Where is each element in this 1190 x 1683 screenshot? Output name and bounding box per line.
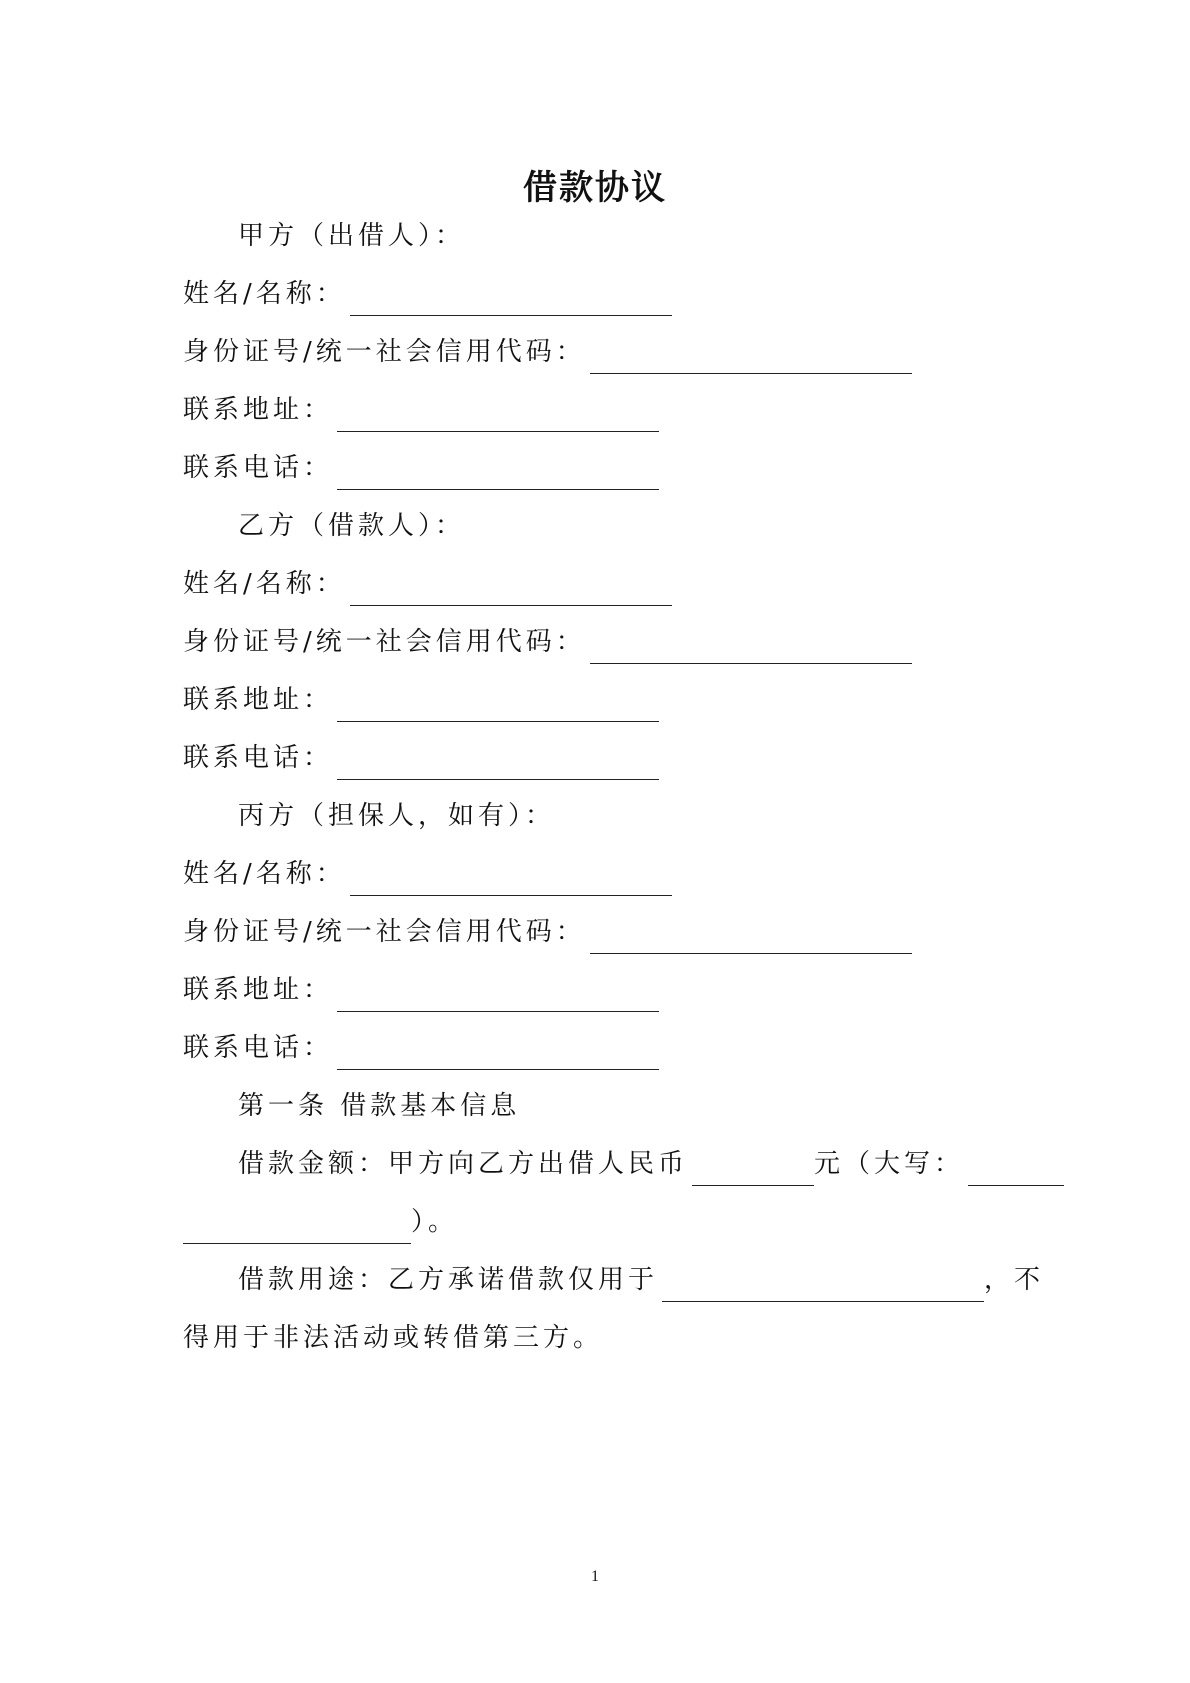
party-a-phone-field[interactable] [337,455,659,490]
party-a-phone-label: 联系电话： [183,453,334,483]
party-b-id-field[interactable] [590,629,912,664]
party-b-address-field[interactable] [337,687,659,722]
party-a-heading: 甲方（出借人）： [238,221,466,251]
party-a-name-row [183,272,672,316]
party-c-address-row [183,968,659,1012]
party-b-id-row [183,620,912,664]
party-b-phone-field[interactable] [337,745,659,780]
loan-purpose-field[interactable] [662,1267,984,1302]
document-title: 借款协议 [523,168,667,208]
party-c-name-label: 姓名/名称： [183,859,346,889]
party-b-heading: 乙方（借款人）： [238,511,466,541]
loan-purpose-prefix: 借款用途：乙方承诺借款仅用于 [238,1265,659,1295]
loan-amount-uppercase-field-cont[interactable] [183,1209,411,1244]
party-a-name-field[interactable] [350,281,672,316]
party-a-id-row [183,330,912,374]
party-c-id-label: 身份证号/统一社会信用代码： [183,917,586,947]
party-a-id-label: 身份证号/统一社会信用代码： [183,337,586,367]
party-c-name-field[interactable] [350,861,672,896]
loan-amount-prefix: 借款金额：甲方向乙方出借人民币 [238,1149,689,1179]
party-a-name-label: 姓名/名称： [183,279,346,309]
party-c-name-row [183,852,672,896]
party-c-phone-row [183,1026,659,1070]
party-c-id-field[interactable] [590,919,912,954]
party-b-id-label: 身份证号/统一社会信用代码： [183,627,586,657]
loan-purpose-cont: 得用于非法活动或转借第三方。 [183,1323,604,1353]
party-a-id-field[interactable] [590,339,912,374]
page-number: 1 [591,1568,599,1585]
party-c-id-row [183,910,912,954]
party-b-address-label: 联系地址： [183,685,334,715]
party-c-heading: 丙方（担保人，如有）： [238,801,556,831]
article-1-heading: 第一条 借款基本信息 [238,1091,521,1121]
party-c-address-field[interactable] [337,977,659,1012]
party-b-phone-row [183,736,659,780]
loan-amount-field[interactable] [692,1151,814,1186]
party-c-phone-field[interactable] [337,1035,659,1070]
party-a-address-label: 联系地址： [183,395,334,425]
party-a-phone-row [183,446,659,490]
party-a-address-field[interactable] [337,397,659,432]
loan-amount-uppercase-field[interactable] [968,1151,1064,1186]
party-b-name-field[interactable] [350,571,672,606]
loan-amount-mid: 元（大写： [814,1149,965,1179]
party-b-name-label: 姓名/名称： [183,569,346,599]
party-b-name-row [183,562,672,606]
party-a-address-row [183,388,659,432]
loan-amount-end: ）。 [411,1207,459,1237]
party-c-phone-label: 联系电话： [183,1033,334,1063]
party-c-address-label: 联系地址： [183,975,334,1005]
loan-amount-row-cont [183,1200,458,1244]
loan-amount-row [238,1142,1064,1186]
party-b-phone-label: 联系电话： [183,743,334,773]
loan-purpose-row [238,1258,1044,1302]
loan-purpose-suffix: ，不 [984,1265,1045,1295]
party-b-address-row [183,678,659,722]
